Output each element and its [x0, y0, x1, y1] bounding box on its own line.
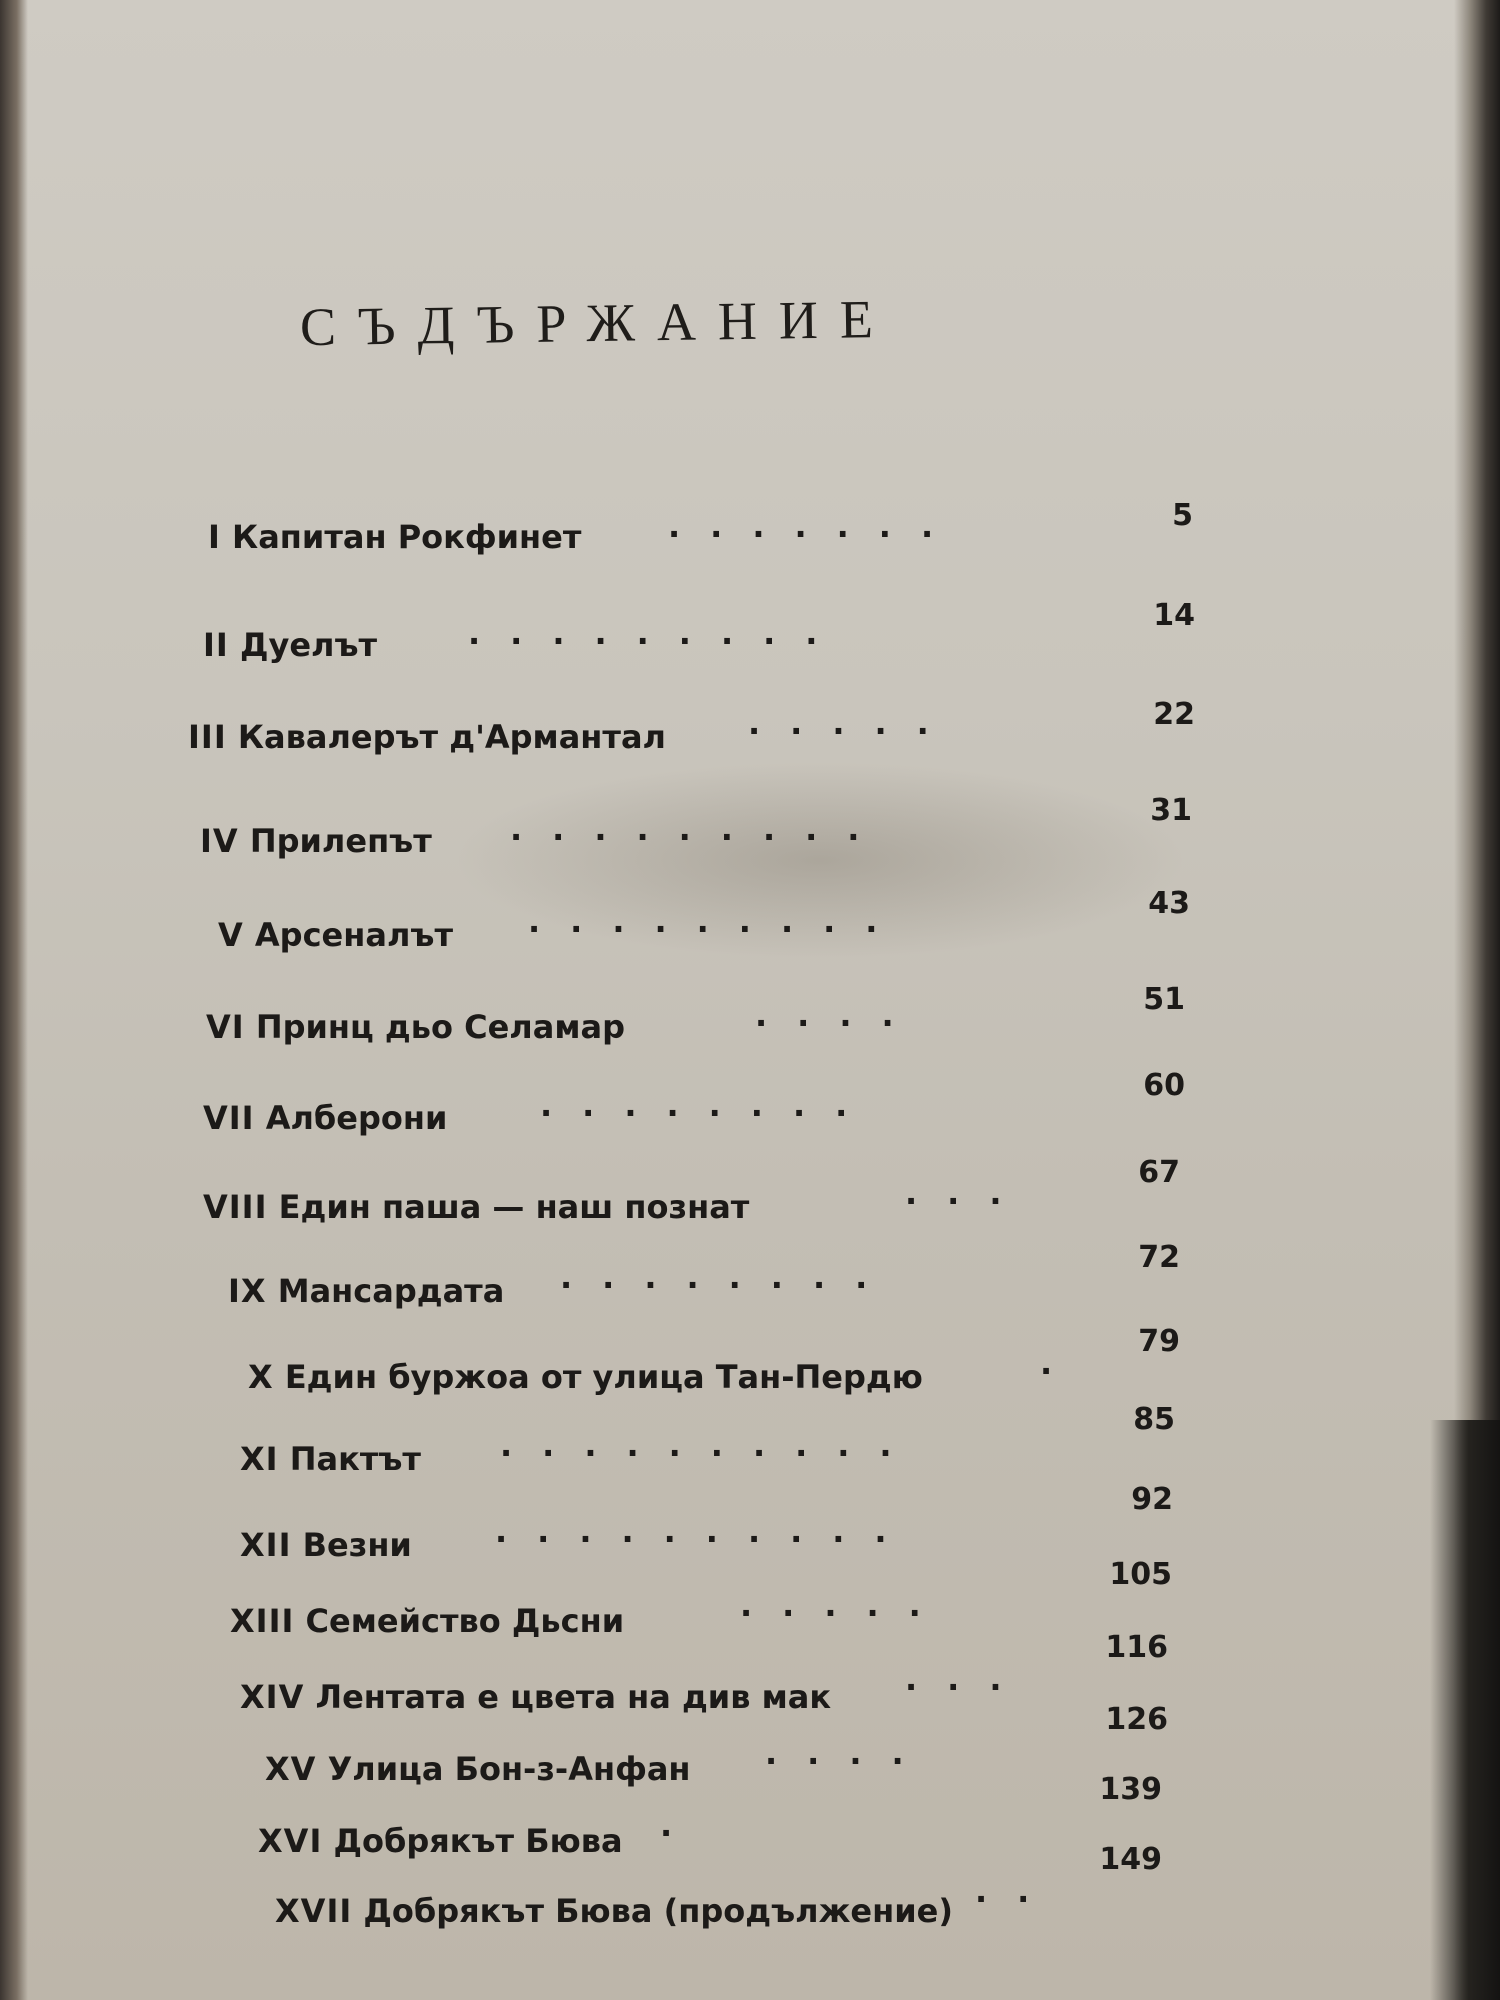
page-number: 72: [1138, 1240, 1180, 1275]
toc-entry: [206, 1008, 625, 1046]
page-number: 5: [1172, 498, 1193, 533]
chapter-numeral: XV: [265, 1750, 317, 1788]
page-number: 85: [1133, 1402, 1175, 1437]
leader-dots: ····: [765, 1742, 934, 1780]
chapter-title: Лентата е цвета на див мак: [315, 1678, 832, 1716]
chapter-numeral: III: [188, 718, 227, 756]
leader-dots: ·······: [668, 515, 964, 553]
chapter-title: Везни: [302, 1526, 412, 1564]
chapter-numeral: IX: [228, 1272, 267, 1310]
leader-dots: ····: [755, 1004, 924, 1042]
toc-entry: [240, 1440, 421, 1478]
chapter-title: Един буржоа от улица Тан-Пердю: [284, 1358, 923, 1396]
page-number: 43: [1148, 886, 1190, 921]
page-number: 22: [1153, 697, 1195, 732]
toc-entry: [275, 1892, 953, 1930]
chapter-numeral: VIII: [203, 1188, 268, 1226]
toc-entry: [248, 1358, 923, 1396]
page-number: 149: [1099, 1842, 1162, 1877]
page-number: 92: [1131, 1482, 1173, 1517]
chapter-title: Принц дьо Селамар: [255, 1008, 625, 1046]
page-number: 116: [1105, 1630, 1168, 1665]
page-number: 67: [1138, 1155, 1180, 1190]
page-number: 105: [1109, 1557, 1172, 1592]
chapter-numeral: XVI: [258, 1822, 323, 1860]
page-number: 31: [1150, 793, 1192, 828]
chapter-numeral: V: [218, 916, 244, 954]
toc-entry: [230, 1602, 624, 1640]
page-title: СЪДЪРЖАНИЕ: [299, 288, 896, 358]
toc-entry: [240, 1526, 412, 1564]
leader-dots: ·····: [748, 712, 959, 750]
chapter-title: Дуелът: [239, 626, 378, 664]
chapter-title: Пактът: [289, 1440, 421, 1478]
chapter-numeral: IV: [200, 822, 239, 860]
toc-entry: [188, 718, 666, 756]
page-number: 60: [1143, 1068, 1185, 1103]
leader-dots: ··········: [500, 1434, 922, 1472]
chapter-numeral: X: [248, 1358, 274, 1396]
chapter-title: Един паша — наш познат: [278, 1188, 750, 1226]
leader-dots: ·········: [468, 622, 848, 660]
leader-dots: ··········: [495, 1520, 917, 1558]
leader-dots: ········: [540, 1094, 878, 1132]
leader-dots: ·········: [510, 818, 890, 856]
chapter-numeral: II: [203, 626, 229, 664]
page-number: 139: [1099, 1772, 1162, 1807]
chapter-title: Добрякът Бюва (продължение): [363, 1892, 953, 1930]
chapter-title: Добрякът Бюва: [333, 1822, 623, 1860]
chapter-title: Арсеналът: [254, 916, 453, 954]
chapter-title: Улица Бон-з-Анфан: [327, 1750, 691, 1788]
chapter-title: Мансардата: [277, 1272, 505, 1310]
toc-entry: [200, 822, 432, 860]
toc-entry: [240, 1678, 831, 1716]
leader-dots: ·········: [528, 910, 908, 948]
leader-dots: ·: [1040, 1352, 1083, 1390]
chapter-title: Капитан Рокфинет: [232, 518, 582, 556]
toc-entry: [203, 1099, 447, 1137]
leader-dots: ········: [560, 1266, 898, 1304]
chapter-numeral: XVII: [275, 1892, 353, 1930]
toc-entry: [228, 1272, 504, 1310]
page-number: 51: [1143, 982, 1185, 1017]
chapter-numeral: XI: [240, 1440, 279, 1478]
page-number: 14: [1153, 598, 1195, 633]
chapter-title: Кавалерът д'Армантал: [237, 718, 666, 756]
toc-entry: [218, 916, 453, 954]
chapter-title: Прилепът: [249, 822, 432, 860]
book-spine-shadow: [0, 0, 28, 2000]
chapter-numeral: XII: [240, 1526, 292, 1564]
toc-entry: [208, 518, 581, 556]
toc-entry: [258, 1822, 623, 1860]
leader-dots: ···: [905, 1668, 1032, 1706]
chapter-numeral: XIII: [230, 1602, 295, 1640]
chapter-title: Алберони: [265, 1099, 448, 1137]
background-corner: [1430, 1420, 1500, 2000]
chapter-numeral: VII: [203, 1099, 255, 1137]
toc-entry: [203, 626, 377, 664]
toc-entry: [265, 1750, 691, 1788]
chapter-title: Семейство Дьсни: [305, 1602, 625, 1640]
chapter-numeral: I: [208, 518, 221, 556]
leader-dots: ·····: [740, 1594, 951, 1632]
leader-dots: ···: [905, 1182, 1032, 1220]
toc-entry: [203, 1188, 749, 1226]
chapter-numeral: VI: [206, 1008, 245, 1046]
leader-dots: ·: [660, 1814, 703, 1852]
chapter-numeral: XIV: [240, 1678, 305, 1716]
page-number: 126: [1105, 1702, 1168, 1737]
page-number: 79: [1138, 1324, 1180, 1359]
leader-dots: ··: [975, 1880, 1060, 1918]
